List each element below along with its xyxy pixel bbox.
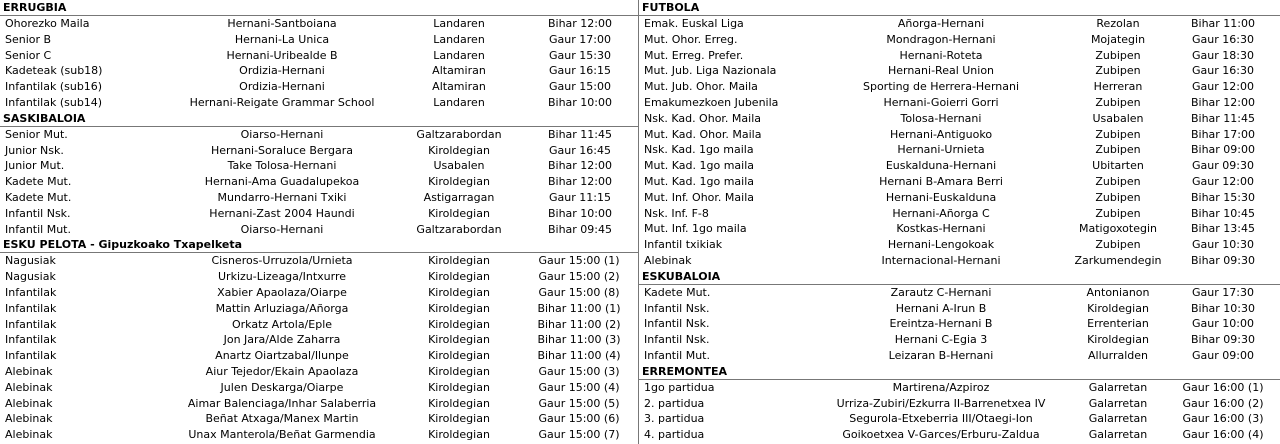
category-cell: Alebinak <box>5 380 53 394</box>
venue-cell: Galarretan <box>1088 412 1148 426</box>
time-cell: Gaur 15:00 (3) <box>538 364 620 378</box>
table-row <box>639 427 1280 443</box>
time-cell: Bihar 10:45 <box>1190 206 1256 220</box>
table-row <box>0 95 638 111</box>
section-esku <box>0 237 638 443</box>
table-row <box>639 411 1280 427</box>
category-cell: Infantilak <box>5 333 57 347</box>
time-cell: Bihar 10:00 <box>547 95 613 109</box>
category-cell: Infantilak (sub14) <box>5 95 103 109</box>
table-row <box>0 285 638 301</box>
category-cell: Nagusiak <box>5 270 56 284</box>
category-cell: Nsk. Inf. F-8 <box>644 206 709 220</box>
table-row <box>639 95 1280 111</box>
time-cell: Bihar 12:00 <box>547 17 613 30</box>
venue-cell: Astigarragan <box>423 190 495 204</box>
table-row <box>639 16 1280 32</box>
section-eskubaloia <box>639 269 1280 364</box>
category-cell: Alebinak <box>644 253 692 267</box>
section-saskibaloia <box>0 111 638 238</box>
venue-cell: Galtzarabordan <box>416 222 502 236</box>
venue-cell: Zubipen <box>1095 190 1141 204</box>
table-row <box>639 332 1280 348</box>
match-cell: Hernani-Zast 2004 Haundi <box>209 206 355 220</box>
section-title: FUTBOLA <box>639 0 1280 16</box>
venue-cell: Galtzarabordan <box>416 127 502 141</box>
match-cell: Internacional-Hernani <box>881 253 1001 267</box>
category-cell: 1go partidua <box>644 380 715 394</box>
venue-cell: Zubipen <box>1095 238 1141 252</box>
venue-cell: Kiroldegian <box>428 301 490 315</box>
venue-cell: Kiroldegian <box>428 412 490 426</box>
venue-cell: Altamiran <box>432 80 486 94</box>
category-cell: Senior C <box>5 48 52 62</box>
match-cell: Aiur Tejedor/Ekain Apaolaza <box>205 364 359 378</box>
match-cell: Hernani B-Amara Berri <box>879 174 1003 188</box>
venue-cell: Zubipen <box>1095 127 1141 141</box>
venue-cell: Kiroldegian <box>428 333 490 347</box>
table-row <box>639 142 1280 158</box>
table-row <box>0 364 638 380</box>
table-row <box>0 32 638 48</box>
match-cell: Xabier Apaolaza/Oiarpe <box>217 285 347 299</box>
table-row <box>0 158 638 174</box>
venue-cell: Kiroldegian <box>428 143 490 157</box>
time-cell: Bihar 11:00 (2) <box>537 317 621 331</box>
venue-cell: Zubipen <box>1095 143 1141 157</box>
section-errugbia <box>0 0 638 111</box>
time-cell: Bihar 17:00 <box>1190 127 1256 141</box>
venue-cell: Herreran <box>1093 80 1143 94</box>
time-cell: Gaur 15:00 (1) <box>538 254 620 268</box>
time-cell: Gaur 16:30 <box>1192 64 1254 78</box>
table-row <box>0 48 638 64</box>
match-cell: Hernani-Soraluce Bergara <box>210 143 354 157</box>
venue-cell: Kiroldegian <box>428 206 490 220</box>
category-cell: Infantil txikiak <box>644 238 723 252</box>
venue-cell: Matigoxotegin <box>1079 222 1157 236</box>
time-cell: Bihar 09:30 <box>1190 333 1256 347</box>
time-cell: Bihar 15:30 <box>1190 190 1256 204</box>
match-cell: Anartz Oiartzabal/Ilunpe <box>215 349 349 363</box>
match-cell: Leizaran B-Hernani <box>888 348 994 362</box>
table-row <box>639 348 1280 364</box>
match-cell: Hernani-Roteta <box>899 48 983 62</box>
time-cell: Gaur 16:00 (1) <box>1182 380 1264 394</box>
category-cell: Ohorezko Maila <box>5 17 90 30</box>
section-title: SASKIBALOIA <box>0 111 638 127</box>
table-row <box>639 158 1280 174</box>
match-cell: Martirena/Azpiroz <box>892 380 990 394</box>
match-cell: Hernani A-Irun B <box>895 301 987 315</box>
time-cell: Gaur 12:00 <box>1192 80 1254 94</box>
venue-cell: Zubipen <box>1095 64 1141 78</box>
category-cell: Nsk. Kad. 1go maila <box>644 143 754 157</box>
table-row <box>0 190 638 206</box>
time-cell: Bihar 10:30 <box>1190 301 1256 315</box>
match-cell: Mattin Arluziaga/Añorga <box>215 301 349 315</box>
time-cell: Gaur 11:15 <box>549 190 611 204</box>
venue-cell: Kiroldegian <box>428 380 490 394</box>
table-row <box>639 32 1280 48</box>
match-cell: Unax Manterola/Beñat Garmendia <box>188 428 376 442</box>
time-cell: Gaur 10:30 <box>1192 238 1254 252</box>
venue-cell: Zubipen <box>1095 95 1141 109</box>
table-row <box>639 237 1280 253</box>
time-cell: Bihar 11:45 <box>1190 111 1256 125</box>
table-row <box>639 111 1280 127</box>
match-cell: Julen Deskarga/Oiarpe <box>220 380 344 394</box>
table-row <box>639 48 1280 64</box>
category-cell: Kadete Mut. <box>5 175 72 189</box>
venue-cell: Kiroldegian <box>428 364 490 378</box>
category-cell: Infantilak (sub16) <box>5 80 103 94</box>
category-cell: Infantil Nsk. <box>5 206 71 220</box>
table-row <box>0 222 638 238</box>
venue-cell: Zarkumendegin <box>1074 253 1162 267</box>
time-cell: Gaur 16:00 (4) <box>1182 428 1264 442</box>
time-cell: Gaur 15:00 (4) <box>538 380 620 394</box>
match-cell: Hernani-Lengokoak <box>887 238 995 252</box>
table-row <box>0 317 638 333</box>
section-title: ESKU PELOTA - Gipuzkoako Txapelketa <box>0 237 638 253</box>
time-cell: Gaur 16:00 (2) <box>1182 396 1264 410</box>
category-cell: 4. partidua <box>644 428 705 442</box>
venue-cell: Kiroldegian <box>428 254 490 268</box>
time-cell: Bihar 11:00 (1) <box>537 301 621 315</box>
category-cell: 3. partidua <box>644 412 705 426</box>
match-cell: Euskalduna-Hernani <box>885 159 997 173</box>
table-row <box>639 63 1280 79</box>
category-cell: Mut. Kad. 1go maila <box>644 159 755 173</box>
time-cell: Gaur 15:00 (5) <box>538 396 620 410</box>
category-cell: Mut. Kad. Ohor. Maila <box>644 127 762 141</box>
match-cell: Take Tolosa-Hernani <box>227 159 337 173</box>
table-row <box>639 127 1280 143</box>
time-cell: Bihar 09:00 <box>1190 143 1256 157</box>
section-title: ESKUBALOIA <box>639 269 1280 285</box>
time-cell: Gaur 15:00 <box>549 80 611 94</box>
category-cell: Emak. Euskal Liga <box>644 17 744 30</box>
time-cell: Gaur 15:00 (8) <box>538 285 620 299</box>
venue-cell: Allurralden <box>1088 348 1148 362</box>
time-cell: Gaur 18:30 <box>1192 48 1254 62</box>
venue-cell: Kiroldegian <box>428 396 490 410</box>
table-row <box>639 316 1280 332</box>
match-cell: Hernani-Reigate Grammar School <box>189 95 375 109</box>
venue-cell: Landaren <box>433 17 485 30</box>
category-cell: Senior B <box>5 32 52 46</box>
time-cell: Bihar 11:00 (4) <box>537 349 621 363</box>
time-cell: Bihar 11:45 <box>547 127 613 141</box>
venue-cell: Mojategin <box>1090 32 1146 46</box>
section-futbola <box>639 0 1280 269</box>
match-cell: Oiarso-Hernani <box>240 127 324 141</box>
venue-cell: Galarretan <box>1088 396 1148 410</box>
table-row <box>0 380 638 396</box>
match-cell: Ordizia-Hernani <box>239 80 325 94</box>
time-cell: Gaur 17:30 <box>1192 285 1254 299</box>
category-cell: Nagusiak <box>5 254 56 268</box>
category-cell: Infantil Nsk. <box>644 317 710 331</box>
time-cell: Bihar 11:00 (3) <box>537 333 621 347</box>
category-cell: Junior Mut. <box>5 159 65 173</box>
table-row <box>0 301 638 317</box>
time-cell: Bihar 09:45 <box>547 222 613 236</box>
category-cell: Alebinak <box>5 396 53 410</box>
venue-cell: Antonianon <box>1086 285 1150 299</box>
match-cell: Hernani-Añorga C <box>892 206 990 220</box>
table-row <box>639 174 1280 190</box>
time-cell: Bihar 12:00 <box>547 159 613 173</box>
table-row <box>0 427 638 443</box>
time-cell: Gaur 15:00 (7) <box>538 428 620 442</box>
table-row <box>0 63 638 79</box>
venue-cell: Altamiran <box>432 64 486 78</box>
venue-cell: Kiroldegian <box>1087 301 1149 315</box>
time-cell: Gaur 09:00 <box>1192 348 1254 362</box>
match-cell: Kostkas-Hernani <box>896 222 986 236</box>
category-cell: Mut. Jub. Liga Nazionala <box>644 64 777 78</box>
category-cell: Alebinak <box>5 428 53 442</box>
venue-cell: Kiroldegian <box>428 349 490 363</box>
match-cell: Hernani-Euskalduna <box>885 190 997 204</box>
category-cell: Nsk. Kad. Ohor. Maila <box>644 111 762 125</box>
time-cell: Bihar 10:00 <box>547 206 613 220</box>
table-row <box>639 301 1280 317</box>
time-cell: Gaur 15:30 <box>549 48 611 62</box>
match-cell: Segurola-Etxeberria III/Otaegi-Ion <box>849 412 1033 426</box>
venue-cell: Zubipen <box>1095 174 1141 188</box>
category-cell: Alebinak <box>5 364 53 378</box>
match-cell: Urriza-Zubiri/Ezkurra II-Barrenetxea IV <box>836 396 1046 410</box>
table-row <box>0 79 638 95</box>
table-row <box>639 285 1280 301</box>
match-cell: Tolosa-Hernani <box>900 111 982 125</box>
table-row <box>0 143 638 159</box>
table-row <box>0 16 638 32</box>
table-row <box>0 348 638 364</box>
venue-cell: Rezolan <box>1096 17 1140 30</box>
time-cell: Gaur 17:00 <box>549 32 611 46</box>
category-cell: Mut. Erreg. Prefer. <box>644 48 744 62</box>
match-cell: Hernani-La Unica <box>234 32 330 46</box>
match-cell: Hernani C-Egia 3 <box>894 333 988 347</box>
table-row <box>0 174 638 190</box>
venue-cell: Usabalen <box>433 159 485 173</box>
table-row <box>0 332 638 348</box>
category-cell: Mut. Inf. Ohor. Maila <box>644 190 754 204</box>
table-row <box>639 380 1280 396</box>
category-cell: Infantilak <box>5 285 57 299</box>
table-row <box>0 253 638 269</box>
venue-cell: Landaren <box>433 48 485 62</box>
table-row <box>639 253 1280 269</box>
match-cell: Aimar Balenciaga/Inhar Salaberria <box>187 396 377 410</box>
match-cell: Hernani-Real Union <box>887 64 995 78</box>
match-cell: Hernani-Santboiana <box>227 17 337 30</box>
match-cell: Ordizia-Hernani <box>239 64 325 78</box>
section-title: ERRUGBIA <box>0 0 638 16</box>
table-row <box>639 221 1280 237</box>
category-cell: Infantilak <box>5 301 57 315</box>
time-cell: Gaur 16:00 (3) <box>1182 412 1264 426</box>
category-cell: Infantil Mut. <box>644 348 710 362</box>
table-row <box>639 206 1280 222</box>
match-cell: Ereintza-Hernani B <box>889 317 993 331</box>
time-cell: Gaur 15:00 (6) <box>538 412 620 426</box>
venue-cell: Kiroldegian <box>428 285 490 299</box>
time-cell: Gaur 10:00 <box>1192 317 1254 331</box>
category-cell: Mut. Ohor. Erreg. <box>644 32 738 46</box>
venue-cell: Kiroldegian <box>428 428 490 442</box>
category-cell: Kadete Mut. <box>644 285 711 299</box>
venue-cell: Landaren <box>433 95 485 109</box>
time-cell: Bihar 11:00 <box>1190 17 1256 30</box>
category-cell: Infantilak <box>5 317 57 331</box>
category-cell: Junior Nsk. <box>5 143 64 157</box>
table-row <box>0 127 638 143</box>
match-cell: Hernani-Ama Guadalupekoa <box>204 175 360 189</box>
time-cell: Gaur 16:15 <box>549 64 611 78</box>
category-cell: Mut. Kad. 1go maila <box>644 174 755 188</box>
section-erremontea <box>639 364 1280 443</box>
time-cell: Bihar 13:45 <box>1190 222 1256 236</box>
match-cell: Oiarso-Hernani <box>240 222 324 236</box>
match-cell: Mondragon-Hernani <box>886 32 996 46</box>
table-row <box>0 269 638 285</box>
match-cell: Hernani-Goierri Gorri <box>883 95 999 109</box>
venue-cell: Landaren <box>433 32 485 46</box>
match-cell: Hernani-Urnieta <box>897 143 985 157</box>
category-cell: Infantil Nsk. <box>644 333 710 347</box>
time-cell: Gaur 16:45 <box>549 143 611 157</box>
venue-cell: Kiroldegian <box>428 270 490 284</box>
venue-cell: Kiroldegian <box>1087 333 1149 347</box>
match-cell: Hernani-Uribealde B <box>226 48 338 62</box>
table-row <box>0 206 638 222</box>
time-cell: Bihar 12:00 <box>547 175 613 189</box>
time-cell: Gaur 12:00 <box>1192 174 1254 188</box>
time-cell: Gaur 16:30 <box>1192 32 1254 46</box>
time-cell: Gaur 15:00 (2) <box>538 270 620 284</box>
venue-cell: Galarretan <box>1088 428 1148 442</box>
venue-cell: Galarretan <box>1088 380 1148 394</box>
venue-cell: Errenterian <box>1087 317 1149 331</box>
match-cell: Zarautz C-Hernani <box>890 285 992 299</box>
time-cell: Bihar 12:00 <box>1190 95 1256 109</box>
category-cell: 2. partidua <box>644 396 705 410</box>
right-column <box>639 0 1280 444</box>
table-row <box>0 411 638 427</box>
match-cell: Hernani-Antiguoko <box>889 127 993 141</box>
table-row <box>0 396 638 412</box>
category-cell: Kadeteak (sub18) <box>5 64 103 78</box>
left-column <box>0 0 639 444</box>
table-row <box>639 396 1280 412</box>
category-cell: Emakumezkoen Jubenila <box>644 95 779 109</box>
category-cell: Alebinak <box>5 412 53 426</box>
table-row <box>639 190 1280 206</box>
venue-cell: Usabalen <box>1092 111 1144 125</box>
time-cell: Gaur 09:30 <box>1192 159 1254 173</box>
match-cell: Añorga-Hernani <box>897 17 985 30</box>
venue-cell: Kiroldegian <box>428 175 490 189</box>
time-cell: Bihar 09:30 <box>1190 253 1256 267</box>
match-cell: Jon Jara/Alde Zaharra <box>223 333 341 347</box>
match-cell: Mundarro-Hernani Txiki <box>217 190 347 204</box>
match-cell: Urkizu-Lizeaga/Intxurre <box>218 270 346 284</box>
category-cell: Mut. Jub. Ohor. Maila <box>644 80 758 94</box>
category-cell: Infantil Nsk. <box>644 301 710 315</box>
match-cell: Cisneros-Urruzola/Urnieta <box>211 254 353 268</box>
venue-cell: Ubitarten <box>1092 159 1144 173</box>
table-row <box>639 79 1280 95</box>
category-cell: Kadete Mut. <box>5 190 72 204</box>
section-title: ERREMONTEA <box>639 364 1280 380</box>
venue-cell: Zubipen <box>1095 48 1141 62</box>
category-cell: Mut. Inf. 1go maila <box>644 222 747 236</box>
category-cell: Senior Mut. <box>5 127 68 141</box>
category-cell: Infantilak <box>5 349 57 363</box>
match-cell: Orkatz Artola/Eple <box>231 317 333 331</box>
venue-cell: Zubipen <box>1095 206 1141 220</box>
match-cell: Goikoetxea V-Garces/Erburu-Zaldua <box>842 428 1040 442</box>
category-cell: Infantil Mut. <box>5 222 71 236</box>
match-cell: Sporting de Herrera-Hernani <box>862 80 1020 94</box>
venue-cell: Kiroldegian <box>428 317 490 331</box>
match-cell: Beñat Atxaga/Manex Martin <box>205 412 359 426</box>
